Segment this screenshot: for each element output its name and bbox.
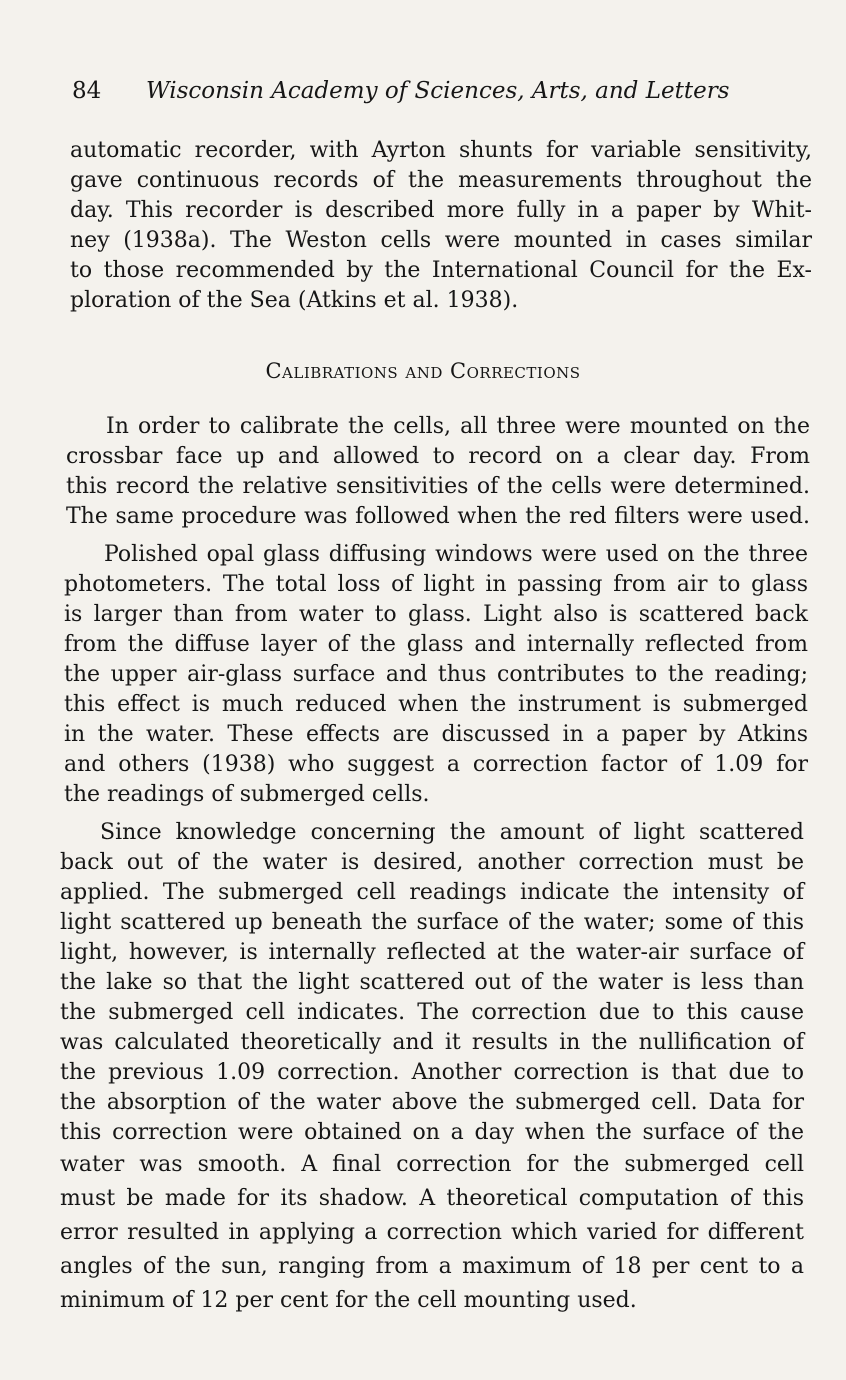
- text-line: ney (1938a). The Weston cells were mounted in cases similar: [70, 228, 812, 253]
- paragraph-diffusing-windows: [64, 540, 808, 810]
- intro-paragraph: [70, 136, 812, 316]
- text-line: light, however, is internally reflected at the water-air surface of: [60, 940, 804, 965]
- text-line: crossbar face up and allowed to record on a clear day. From: [66, 444, 810, 469]
- text-line: must be made for its shadow. A theoretical computation of this: [60, 1186, 804, 1211]
- paragraph-scattered-light: [60, 818, 804, 1318]
- text-line: light scattered up beneath the surface of the water; some of this: [60, 910, 804, 935]
- text-line: the previous 1.09 correction. Another correction is that due to: [60, 1060, 804, 1085]
- text-line: angles of the sun, ranging from a maximum of 18 per cent to a: [60, 1254, 804, 1279]
- text-line: this correction were obtained on a day when the surface of the: [60, 1120, 804, 1145]
- text-line: day. This recorder is described more fully in a paper by Whit-: [70, 198, 812, 223]
- text-line: applied. The submerged cell readings indicate the intensity of: [60, 880, 804, 905]
- text-line: back out of the water is desired, another correction must be: [60, 850, 804, 875]
- text-line: this effect is much reduced when the instrument is submerged: [64, 692, 808, 717]
- text-line: was calculated theoretically and it results in the nullification of: [60, 1030, 804, 1055]
- text-line: and others (1938) who suggest a correction factor of 1.09 for: [64, 752, 808, 777]
- text-line: is larger than from water to glass. Light also is scattered back: [64, 602, 808, 627]
- text-line: photometers. The total loss of light in passing from air to glass: [64, 572, 808, 597]
- text-line: automatic recorder, with Ayrton shunts for variable sensitivity,: [70, 138, 812, 163]
- text-line: the absorption of the water above the submerged cell. Data for: [60, 1090, 804, 1115]
- text-line: error resulted in applying a correction which varied for different: [60, 1220, 804, 1245]
- journal-title: Wisconsin Academy of Sciences, Arts, and Letters: [146, 78, 730, 104]
- text-line: Since knowledge concerning the amount of light scattered: [100, 820, 804, 845]
- text-line: to those recommended by the International Council for the Ex-: [70, 258, 812, 283]
- text-line: the submerged cell indicates. The correction due to this cause: [60, 1000, 804, 1025]
- paragraph-calibration: [66, 412, 810, 532]
- text-line: the readings of submerged cells.: [64, 782, 430, 807]
- text-line: minimum of 12 per cent for the cell mounting used.: [60, 1288, 637, 1313]
- section-heading: Calibrations and Corrections: [265, 359, 581, 383]
- text-line: the upper air-glass surface and thus contributes to the reading;: [64, 662, 808, 687]
- text-line: gave continuous records of the measurements throughout the: [70, 168, 812, 193]
- page-number: 84: [72, 78, 102, 104]
- text-line: the lake so that the light scattered out of the water is less than: [60, 970, 804, 995]
- text-line: In order to calibrate the cells, all three were mounted on the: [106, 414, 810, 439]
- text-line: from the diffuse layer of the glass and internally reflected from: [64, 632, 808, 657]
- text-line: ploration of the Sea (Atkins et al. 1938).: [70, 288, 519, 313]
- text-line: The same procedure was followed when the red filters were used.: [66, 504, 810, 529]
- text-line: Polished opal glass diffusing windows were used on the three: [104, 542, 808, 567]
- running-head: [72, 76, 772, 106]
- text-line: in the water. These effects are discussed in a paper by Atkins: [64, 722, 808, 747]
- text-line: this record the relative sensitivities of the cells were determined.: [66, 474, 810, 499]
- text-line: water was smooth. A final correction for the submerged cell: [60, 1152, 804, 1177]
